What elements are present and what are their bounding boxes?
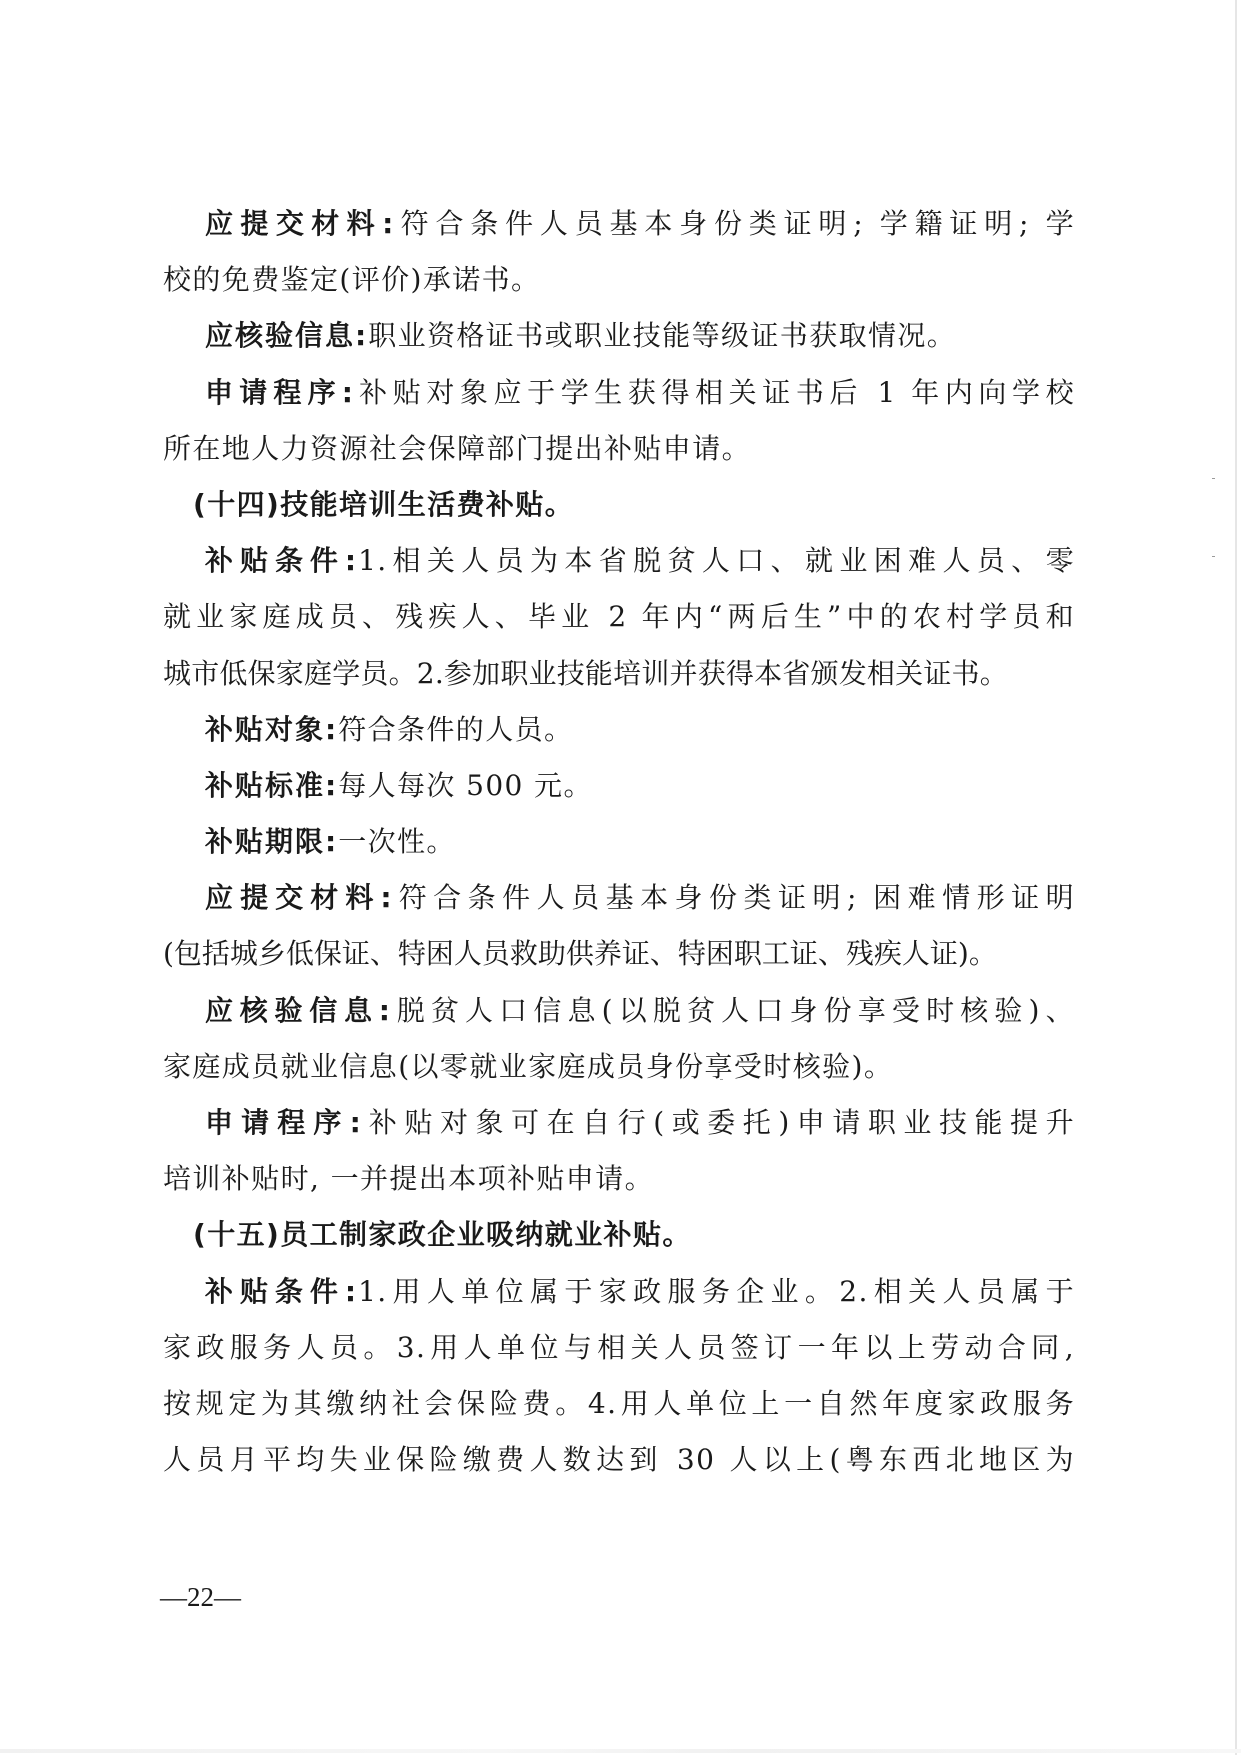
page-number: —22— [160,1582,241,1612]
paragraph-line [163,252,1075,308]
paragraph-line [163,1432,1075,1488]
field-text: 人员月平均失业保险缴费人数达到 30 人以上(粤东西北地区为 [163,1443,1075,1477]
field-text: 1.相关人员为本省脱贫人口、就业困难人员、零 [358,544,1075,578]
field-text: 培训补贴时, 一并提出本项补贴申请。 [163,1162,655,1196]
paragraph-line [163,758,1075,814]
field-label: 补贴对象: [205,712,339,746]
field-label: 补贴标准: [205,768,339,802]
field-label: 应提交材料: [205,207,396,240]
paragraph-line [163,1320,1075,1376]
field-text: 补贴对象应于学生获得相关证书后 1 年内向学校 [354,375,1075,409]
field-text: 所在地人力资源社会保障部门提出补贴申请。 [163,431,752,465]
paragraph-line [163,1264,1075,1320]
field-label: 申请程序: [205,375,355,409]
paragraph-line [163,421,1075,477]
field-text: 符合条件人员基本身份类证明; 困难情形证明 [393,881,1075,915]
paragraph-line [163,1151,1075,1207]
field-label: 补贴条件: [205,1274,359,1308]
field-label: 应提交材料: [205,881,394,915]
field-label: 应核验信息: [205,993,392,1027]
scan-speck [1212,556,1215,557]
paragraph-line [163,926,1075,982]
field-label: 申请程序: [205,1106,363,1139]
field-label: 应核验信息: [205,319,369,353]
field-label: 补贴条件: [205,544,359,578]
document-body [163,196,1075,1488]
field-text: 校的免费鉴定(评价)承诺书。 [163,263,541,297]
paragraph-line [163,308,1075,364]
field-text: 补贴对象可在自行(或委托)申请职业技能提升 [362,1106,1075,1139]
field-text: 符合条件的人员。 [338,712,574,746]
paragraph-line [163,814,1075,870]
section-heading: (十四)技能培训生活费补贴。 [193,487,575,521]
field-label: 补贴期限: [205,825,339,859]
field-text: 符合条件人员基本身份类证明; 学籍证明; 学 [395,207,1075,240]
paragraph-line [163,702,1075,758]
paragraph-line [163,1039,1075,1095]
field-text: 职业资格证书或职业技能等级证书获取情况。 [368,319,957,353]
field-text: 按规定为其缴纳社会保险费。4.用人单位上一自然年度家政服务 [163,1386,1075,1420]
paragraph-line [163,589,1075,645]
paragraph-line [163,646,1075,702]
field-text: 家政服务人员。3.用人单位与相关人员签订一年以上劳动合同, [163,1330,1075,1364]
paragraph-line [163,870,1075,926]
field-text: 家庭成员就业信息(以零就业家庭成员身份享受时核验)。 [163,1049,894,1083]
field-text: 每人每次 500 元。 [338,768,593,802]
field-text: 就业家庭成员、残疾人、毕业 2 年内“两后生”中的农村学员和 [163,600,1075,634]
paragraph-line [163,983,1075,1039]
field-text: (包括城乡低保证、特困人员救助供养证、特困职工证、残疾人证)。 [163,937,997,971]
field-text: 城市低保家庭学员。2.参加职业技能培训并获得本省颁发相关证书。 [163,656,1008,690]
paragraph-line [163,196,1075,252]
section-heading: (十五)员工制家政企业吸纳就业补贴。 [193,1218,692,1252]
paragraph-line [163,1095,1075,1151]
scan-edge-bottom [0,1749,1241,1753]
field-text: 1.用人单位属于家政服务企业。2.相关人员属于 [358,1274,1075,1308]
field-text: 脱贫人口信息(以脱贫人口身份享受时核验)、 [391,993,1076,1027]
field-text: 一次性。 [338,825,456,859]
scan-edge-right [1235,0,1237,1755]
paragraph-line [163,1376,1075,1432]
paragraph-line [163,365,1075,421]
paragraph-line [163,533,1075,589]
scan-speck [1212,478,1215,479]
